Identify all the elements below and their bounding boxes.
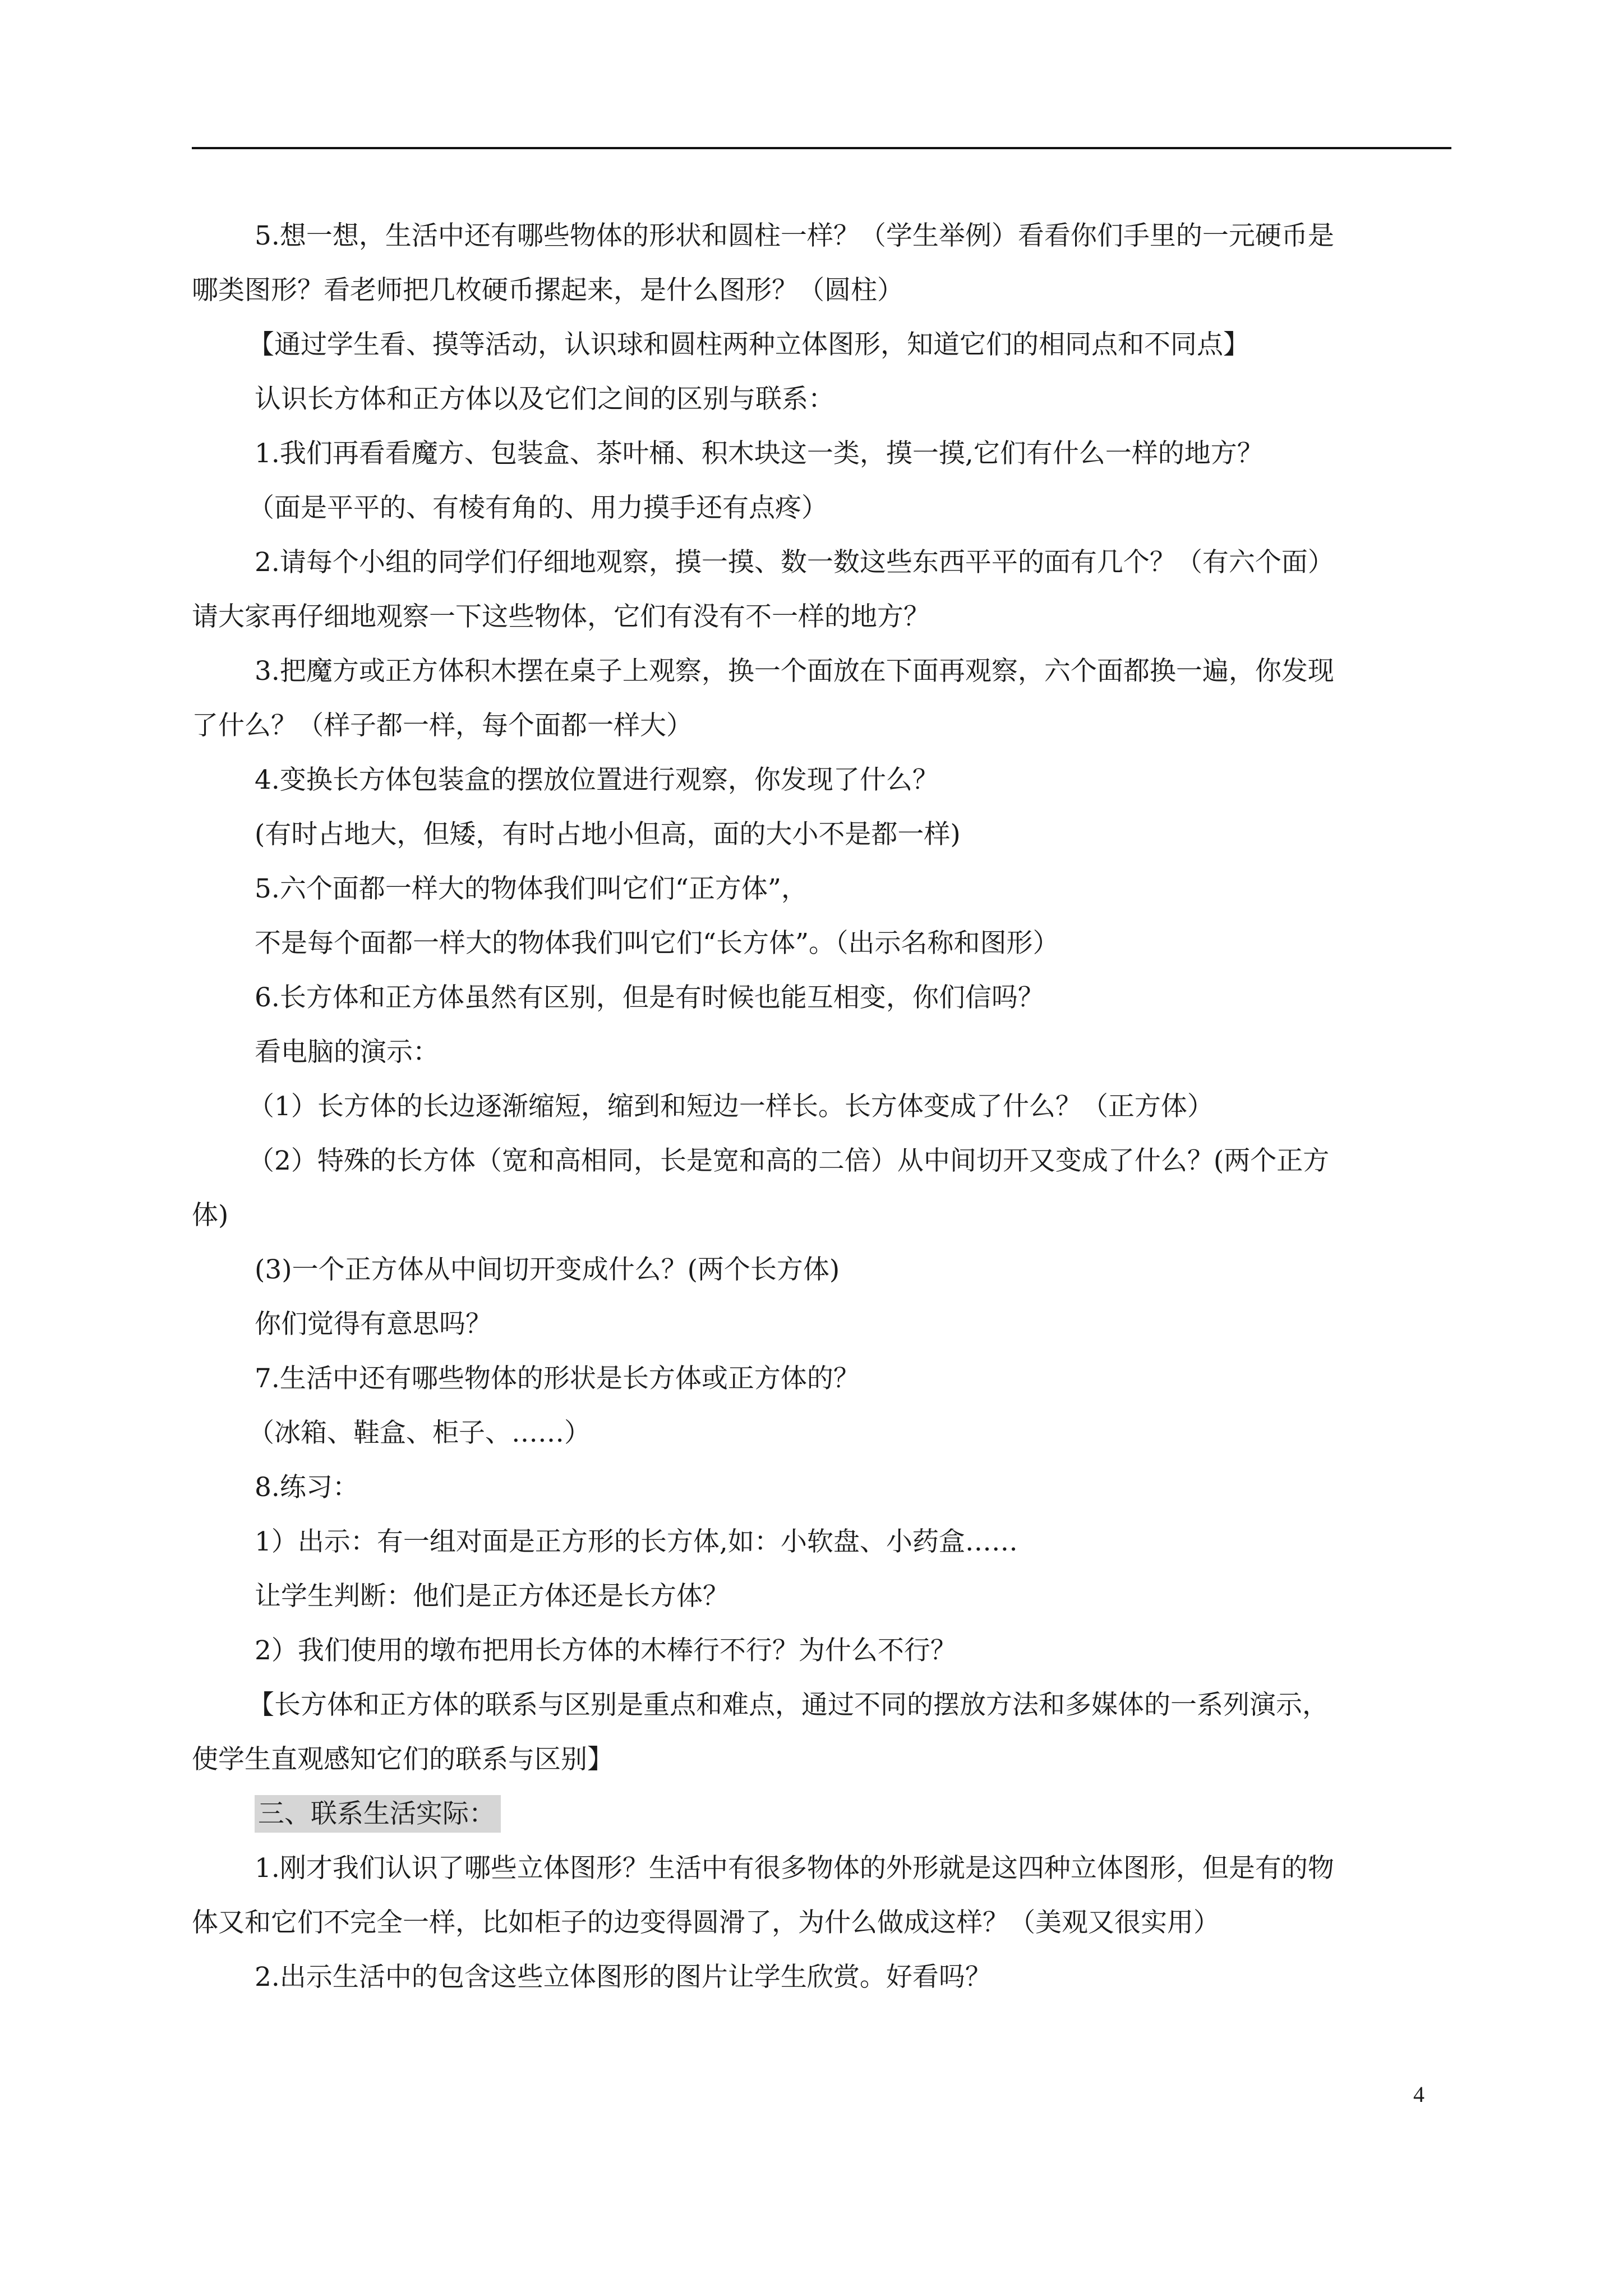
paragraph-line: 6.长方体和正方体虽然有区别，但是有时候也能互相变，你们信吗？ xyxy=(255,982,1044,1013)
paragraph-line: （面是平平的、有棱有角的、用力摸手还有点疼） xyxy=(248,493,828,523)
page-number: 4 xyxy=(1413,2082,1424,2107)
paragraph-line: 看电脑的演示： xyxy=(255,1037,439,1068)
paragraph-line: 4.变换长方体包装盒的摆放位置进行观察，你发现了什么？ xyxy=(255,765,939,795)
paragraph-line: (3)一个正方体从中间切开变成什么？(两个长方体) xyxy=(255,1254,840,1285)
paragraph-line: 让学生判断：他们是正方体还是长方体？ xyxy=(255,1581,729,1612)
paragraph-line: （1）长方体的长边逐渐缩短，缩到和短边一样长。长方体变成了什么？（正方体） xyxy=(248,1091,1214,1122)
paragraph-line: 体) xyxy=(192,1200,229,1231)
paragraph-line: 不是每个面都一样大的物体我们叫它们“长方体”。（出示名称和图形） xyxy=(255,928,1059,959)
paragraph-line: 2）我们使用的墩布把用长方体的木棒行不行？为什么不行？ xyxy=(255,1635,957,1666)
annotation-line: 使学生直观感知它们的联系与区别】 xyxy=(192,1744,614,1775)
paragraph-line: 5.想一想，生活中还有哪些物体的形状和圆柱一样？（学生举例）看看你们手里的一元硬币是 xyxy=(255,220,1334,251)
paragraph-line: 5.六个面都一样大的物体我们叫它们“正方体”， xyxy=(255,873,808,904)
paragraph-line: 请大家再仔细地观察一下这些物体，它们有没有不一样的地方？ xyxy=(192,601,930,632)
paragraph-line: (有时占地大，但矮，有时占地小但高，面的大小不是都一样) xyxy=(255,819,961,850)
document-body xyxy=(192,209,1451,2004)
paragraph-line: 1.刚才我们认识了哪些立体图形？生活中有很多物体的外形就是这四种立体图形，但是有的物 xyxy=(255,1853,1334,1884)
annotation-line: 【通过学生看、摸等活动，认识球和圆柱两种立体图形，知道它们的相同点和不同点】 xyxy=(248,329,1249,360)
highlighted-heading: 三、联系生活实际： xyxy=(255,1795,501,1833)
annotation-line: 【长方体和正方体的联系与区别是重点和难点，通过不同的摆放方法和多媒体的一系列演示， xyxy=(248,1690,1329,1720)
paragraph-line: 你们觉得有意思吗？ xyxy=(255,1309,492,1340)
paragraph-line: 1.我们再看看魔方、包装盒、茶叶桶、积木块这一类，摸一摸,它们有什么一样的地方？ xyxy=(255,438,1264,469)
paragraph-line: 1）出示：有一组对面是正方形的长方体,如：小软盘、小药盒…… xyxy=(255,1526,1018,1557)
section-heading xyxy=(192,1787,1451,1841)
paragraph-line: 3.把魔方或正方体积木摆在桌子上观察，换一个面放在下面再观察，六个面都换一遍，你发现 xyxy=(255,656,1334,687)
paragraph-line: 哪类图形？看老师把几枚硬币摞起来，是什么图形？（圆柱） xyxy=(192,275,903,306)
paragraph-line: 2.请每个小组的同学们仔细地观察，摸一摸、数一数这些东西平平的面有几个？（有六个面） xyxy=(255,547,1334,578)
paragraph-line: 体又和它们不完全一样，比如柜子的边变得圆滑了，为什么做成这样？（美观又很实用） xyxy=(192,1907,1220,1938)
paragraph-line: （冰箱、鞋盒、柜子、……） xyxy=(248,1418,591,1448)
paragraph-line: （2）特殊的长方体（宽和高相同，长是宽和高的二倍）从中间切开又变成了什么？(两个正方 xyxy=(248,1145,1330,1176)
header-rule xyxy=(192,147,1451,149)
section-heading: 认识长方体和正方体以及它们之间的区别与联系： xyxy=(255,384,834,415)
paragraph-line: 2.出示生活中的包含这些立体图形的图片让学生欣赏。好看吗？ xyxy=(255,1962,992,1993)
paragraph-line: 7.生活中还有哪些物体的形状是长方体或正方体的？ xyxy=(255,1363,860,1394)
paragraph-line: 8.练习： xyxy=(255,1472,359,1503)
paragraph-line: 了什么？（样子都一样，每个面都一样大） xyxy=(192,710,693,741)
